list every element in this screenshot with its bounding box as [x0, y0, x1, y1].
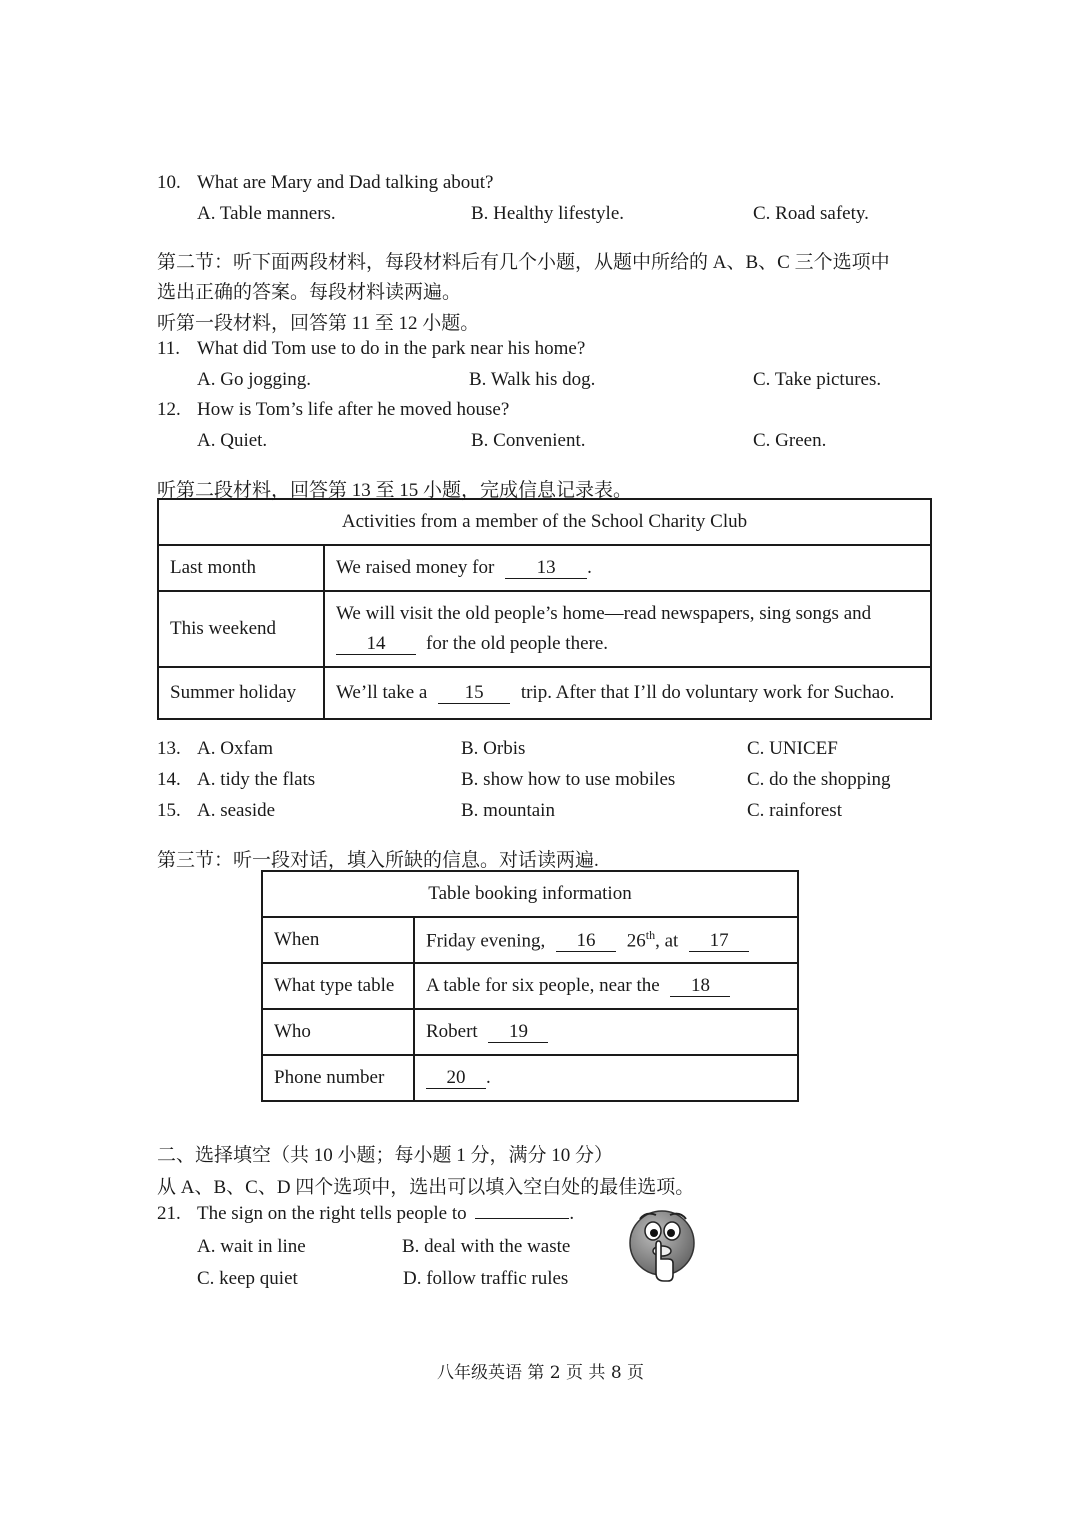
section3-intro: 第三节：听一段对话，填入所缺的信息。对话读两遍.: [157, 850, 599, 871]
q13-option-b: B. Orbis: [461, 738, 526, 759]
question-number: 11.: [157, 338, 181, 359]
question-11: [157, 338, 585, 360]
question-number: 12.: [157, 399, 181, 420]
row-content-when: Friday evening, 16 26th, at 17: [414, 917, 798, 963]
booking-info-table: [261, 870, 799, 1102]
q15-option-c: C. rainforest: [747, 800, 842, 821]
row-label-phone: Phone number: [262, 1055, 414, 1101]
row-label-when: When: [262, 917, 414, 963]
blank-16: 16: [556, 931, 616, 952]
q15-option-b: B. mountain: [461, 800, 555, 821]
row-label-who: Who: [262, 1009, 414, 1055]
q15-option-a: A. seaside: [197, 800, 276, 821]
question-13: [157, 738, 273, 760]
q12-option-a: A. Quiet.: [197, 430, 268, 451]
q11-option-c: C. Take pictures.: [753, 369, 882, 390]
q12-option-c: C. Green.: [753, 430, 827, 451]
question-number: 14.: [157, 769, 181, 790]
blank-21: [475, 1218, 569, 1219]
charity-info-table: [157, 498, 932, 720]
q11-option-b: B. Walk his dog.: [469, 369, 596, 390]
question-number: 10.: [157, 172, 181, 193]
question-text: How is Tom’s life after he moved house?: [197, 399, 510, 420]
row-content-type: A table for six people, near the 18: [414, 963, 798, 1009]
part2-instruction: 从 A、B、C、D 四个选项中，选出可以填入空白处的最佳选项。: [157, 1177, 695, 1198]
q13-option-a: A. Oxfam: [197, 738, 273, 759]
row-content-who: Robert 19: [414, 1009, 798, 1055]
q14-option-b: B. show how to use mobiles: [461, 769, 676, 790]
q13-option-c: C. UNICEF: [747, 738, 838, 759]
question-15: [157, 800, 275, 822]
page-footer: 八年级英语 第 2 页 共 8 页: [437, 1363, 645, 1383]
blank-13: 13: [505, 558, 587, 579]
question-text: The sign on the right tells people to: [197, 1203, 467, 1224]
row-content-phone: 20 .: [414, 1055, 798, 1101]
question-number: 21.: [157, 1203, 181, 1224]
q14-option-c: C. do the shopping: [747, 769, 891, 790]
q10-option-b: B. Healthy lifestyle.: [471, 203, 625, 224]
blank-18: 18: [670, 976, 730, 997]
q21-option-d: D. follow traffic rules: [403, 1268, 569, 1289]
row-content-this-weekend: We will visit the old people’s home—read newspapers, sing songs and 14 for the old people there.: [324, 591, 931, 667]
question-21: 21. The sign on the right tells people to .: [157, 1203, 575, 1224]
table-title: Table booking information: [262, 871, 798, 917]
q10-option-a: A. Table manners.: [197, 203, 336, 224]
passage2-instruction: 听第二段材料，回答第 13 至 15 小题，完成信息记录表。: [157, 480, 633, 501]
section2-intro-line2: 选出正确的答案。每段材料读两遍。: [157, 282, 462, 303]
question-number: 13.: [157, 738, 181, 759]
question-text: What are Mary and Dad talking about?: [197, 172, 494, 193]
q21-option-b: B. deal with the waste: [402, 1236, 571, 1257]
table-title: Activities from a member of the School Charity Club: [158, 499, 931, 545]
blank-19: 19: [488, 1022, 548, 1043]
blank-14: 14: [336, 634, 416, 655]
row-label-this-weekend: This weekend: [158, 591, 324, 667]
q14-option-a: A. tidy the flats: [197, 769, 316, 790]
q11-option-a: A. Go jogging.: [197, 369, 311, 390]
row-label-last-month: Last month: [158, 545, 324, 591]
passage1-instruction: 听第一段材料，回答第 11 至 12 小题。: [157, 313, 480, 334]
q21-option-a: A. wait in line: [197, 1236, 306, 1257]
blank-15: 15: [438, 683, 510, 704]
question-14: [157, 769, 315, 791]
question-text: What did Tom use to do in the park near his home?: [197, 338, 586, 359]
q21-option-c: C. keep quiet: [197, 1268, 298, 1289]
row-content-last-month: We raised money for 13 .: [324, 545, 931, 591]
q10-option-c: C. Road safety.: [753, 203, 869, 224]
blank-17: 17: [689, 931, 749, 952]
section2-intro-line1: 第二节：听下面两段材料，每段材料后有几个小题，从题中所给的 A、B、C 三个选项中: [157, 252, 890, 273]
row-label-summer-holiday: Summer holiday: [158, 667, 324, 719]
q12-option-b: B. Convenient.: [471, 430, 586, 451]
blank-20: 20: [426, 1068, 486, 1089]
question-10: [157, 172, 494, 194]
question-number: 15.: [157, 800, 181, 821]
row-content-summer-holiday: We’ll take a 15 trip. After that I’ll do voluntary work for Suchao.: [324, 667, 931, 719]
question-12: [157, 399, 509, 421]
row-label-type: What type table: [262, 963, 414, 1009]
part2-heading: 二、选择填空（共 10 小题；每小题 1 分，满分 10 分）: [157, 1145, 614, 1166]
keep-quiet-sign-icon: [626, 1203, 700, 1287]
